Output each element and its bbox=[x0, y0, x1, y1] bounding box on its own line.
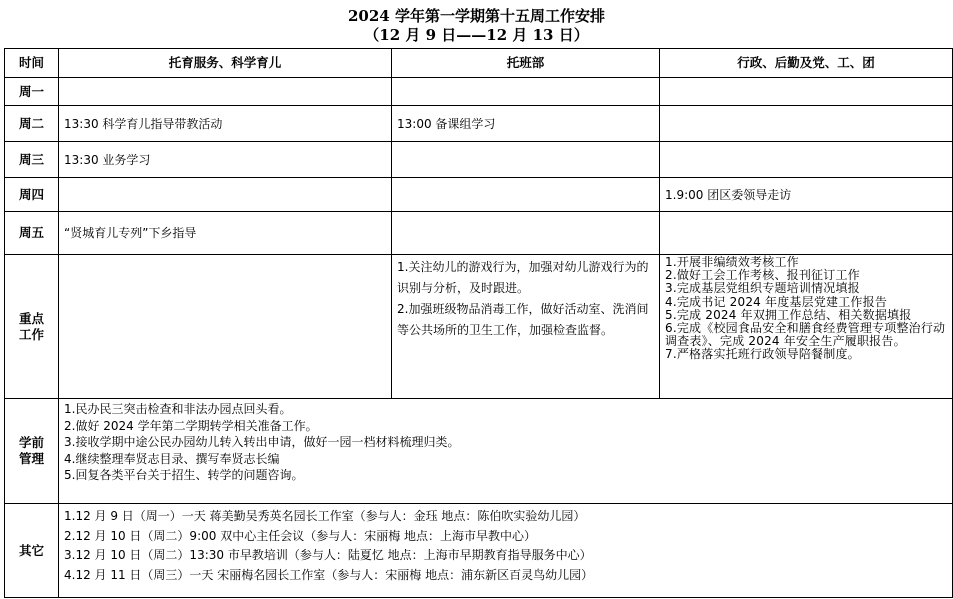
preschool-label-line2: 管理 bbox=[18, 451, 44, 466]
key-work-label-line1: 重点 bbox=[18, 310, 44, 326]
day-label: 周三 bbox=[5, 142, 59, 178]
day-label: 周二 bbox=[5, 106, 59, 142]
cell-childcare: “贤城育儿专列”下乡指导 bbox=[59, 212, 392, 255]
cell-admin bbox=[660, 106, 953, 142]
list-item: 6.完成《校园食品安全和膳食经费管理专项整治行动调查表》、完成 2024 年安全生产履职报告。 bbox=[665, 321, 946, 349]
header-childcare: 托育服务、科学育儿 bbox=[59, 49, 392, 78]
list-item: 3.12 月 10 日（周二）13:30 市早教培训（参与人：陆夏忆 地点：上海市早期教育指导服务中心） bbox=[64, 548, 592, 562]
cell-childcare: 13:30 科学育儿指导带教活动 bbox=[59, 106, 392, 142]
row-thursday bbox=[5, 178, 953, 212]
day-label: 周五 bbox=[5, 212, 59, 255]
cell-nursery bbox=[392, 178, 660, 212]
list-item: 2.12 月 10 日（周二）9:00 双中心主任会议（参与人：宋丽梅 地点：上海市早教中心） bbox=[64, 528, 537, 543]
cell-nursery bbox=[392, 212, 660, 255]
schedule-table bbox=[4, 48, 953, 598]
header-admin: 行政、后勤及党、工、团 bbox=[660, 49, 953, 78]
other-content bbox=[59, 504, 953, 598]
cell-nursery: 13:00 备课组学习 bbox=[392, 106, 660, 142]
list-item: 2.做好工会工作考核、报刊征订工作 bbox=[665, 268, 860, 283]
cell-nursery bbox=[392, 78, 660, 106]
cell-admin bbox=[660, 142, 953, 178]
row-monday bbox=[5, 78, 953, 106]
cell-childcare bbox=[59, 178, 392, 212]
list-item: 1.关注幼儿的游戏行为，加强对幼儿游戏行为的识别与分析，及时跟进。 bbox=[397, 260, 649, 295]
day-label: 周一 bbox=[5, 78, 59, 106]
preschool-content bbox=[59, 399, 953, 504]
key-work-label-line2: 工作 bbox=[18, 326, 44, 342]
list-item: 5.回复各类平台关于招生、转学的问题咨询。 bbox=[64, 468, 304, 482]
list-item: 2.加强班级物品消毒工作，做好活动室、洗消间等公共场所的卫生工作，加强检查监督。 bbox=[397, 302, 649, 337]
row-wednesday bbox=[5, 142, 953, 178]
preschool-label-line1: 学前 bbox=[18, 435, 44, 450]
key-work-childcare bbox=[59, 255, 392, 399]
row-other bbox=[5, 504, 953, 598]
list-item: 1.民办民三突击检查和非法办园点回头看。 bbox=[64, 402, 292, 416]
day-label: 周四 bbox=[5, 178, 59, 212]
header-time: 时间 bbox=[5, 49, 59, 78]
list-item: 1.12 月 9 日（周一）一天 蒋美勤吴秀英名园长工作室（参与人：金珏 地点：陈伯吹实验幼儿园） bbox=[64, 509, 586, 523]
list-item: 3.完成基层党组织专题培训情况填报 bbox=[665, 281, 860, 296]
cell-admin bbox=[660, 78, 953, 106]
preschool-label bbox=[5, 399, 59, 504]
key-work-nursery bbox=[392, 255, 660, 399]
list-item: 1.开展非编绩效考核工作 bbox=[665, 255, 799, 269]
key-work-label bbox=[5, 255, 59, 399]
row-friday bbox=[5, 212, 953, 255]
row-tuesday bbox=[5, 106, 953, 142]
list-item: 3.接收学期中途公民办园幼儿转入转出申请，做好一园一档材料梳理归类。 bbox=[64, 435, 460, 449]
cell-nursery bbox=[392, 142, 660, 178]
cell-admin bbox=[660, 212, 953, 255]
page-title: 2024 学年第一学期第十五周工作安排 bbox=[348, 7, 605, 25]
list-item: 4.继续整理奉贤志目录、撰写奉贤志长编 bbox=[64, 451, 280, 466]
cell-childcare: 13:30 业务学习 bbox=[59, 142, 392, 178]
list-item: 7.严格落实托班行政领导陪餐制度。 bbox=[665, 347, 860, 362]
list-item: 4.完成书记 2024 年度基层党建工作报告 bbox=[665, 294, 888, 309]
page-subtitle: （12 月 9 日——12 月 13 日） bbox=[364, 26, 589, 44]
row-key-work bbox=[5, 255, 953, 399]
header-nursery: 托班部 bbox=[392, 49, 660, 78]
list-item: 2.做好 2024 学年第二学期转学相关准备工作。 bbox=[64, 418, 318, 433]
list-item: 5.完成 2024 年双拥工作总结、相关数据填报 bbox=[665, 307, 912, 322]
key-work-admin bbox=[660, 255, 953, 399]
cell-childcare bbox=[59, 78, 392, 106]
cell-admin: 1.9:00 团区委领导走访 bbox=[660, 178, 953, 212]
list-item: 4.12 月 11 日（周三）一天 宋丽梅名园长工作室（参与人：宋丽梅 地点：浦东新区百灵鸟幼儿园） bbox=[64, 567, 594, 582]
other-label: 其它 bbox=[5, 504, 59, 598]
header-row bbox=[5, 49, 953, 78]
row-preschool bbox=[5, 399, 953, 504]
